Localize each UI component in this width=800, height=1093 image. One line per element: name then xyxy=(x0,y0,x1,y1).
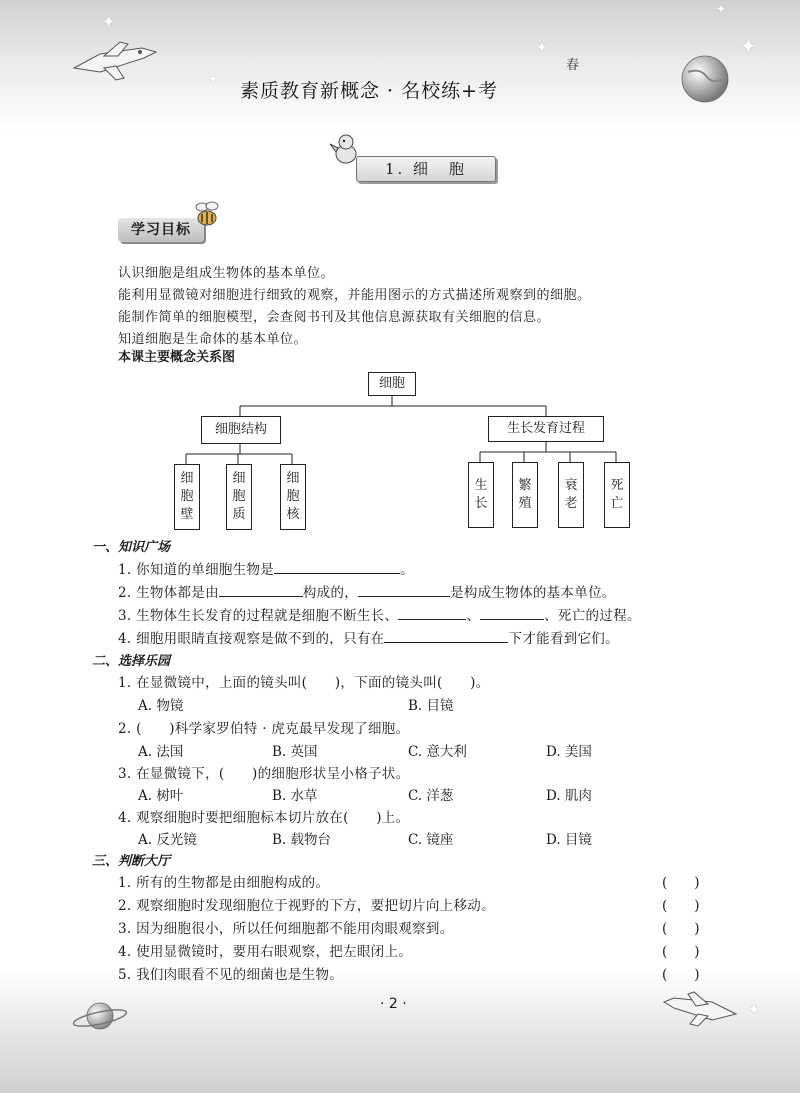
choice-option[interactable]: C. 镜座 xyxy=(408,832,454,848)
fill-question-4: 4. 细胞用眼睛直接观察是做不到的，只有在 下才能看到它们。 xyxy=(118,627,619,647)
page-number: · 2 · xyxy=(380,996,407,1012)
answer-blank[interactable] xyxy=(219,582,303,597)
fill-question-3: 3. 生物体生长发育的过程就是细胞不断生长、 、 、死亡的过程。 xyxy=(118,604,641,624)
judge-statement: 1. 所有的生物都是由细胞构成的。 xyxy=(118,875,330,891)
judge-answer-box[interactable]: ( ) xyxy=(662,944,700,960)
learning-goal: 知道细胞是生命体的基本单位。 xyxy=(118,332,308,347)
season-label: 春 xyxy=(566,58,580,73)
learning-goals-badge: 学习目标 xyxy=(118,218,204,242)
answer-blank[interactable] xyxy=(398,605,466,620)
choice-option[interactable]: B. 水草 xyxy=(272,788,318,804)
ringed-planet-icon xyxy=(72,996,132,1036)
concept-leaf: 细胞壁 xyxy=(174,464,200,530)
section-heading: 二、选择乐园 xyxy=(92,654,171,669)
learning-goal: 能利用显微镜对细胞进行细致的观察，并能用图示的方式描述所观察到的细胞。 xyxy=(118,288,591,303)
choice-option[interactable]: B. 目镜 xyxy=(408,698,454,714)
learning-goal: 认识细胞是组成生物体的基本单位。 xyxy=(118,266,335,281)
concept-leaf: 细胞质 xyxy=(226,464,252,530)
concept-leaf: 衰老 xyxy=(558,462,584,528)
choice-option[interactable]: D. 美国 xyxy=(546,744,592,760)
answer-blank[interactable] xyxy=(384,628,508,643)
judge-answer-box[interactable]: ( ) xyxy=(662,967,700,983)
concept-map-title: 本课主要概念关系图 xyxy=(118,350,236,365)
choice-option[interactable]: D. 肌肉 xyxy=(546,788,592,804)
judge-statement: 2. 观察细胞时发现细胞位于视野的下方，要把切片向上移动。 xyxy=(118,898,495,914)
judge-answer-box[interactable]: ( ) xyxy=(662,875,700,891)
learning-goal: 能制作简单的细胞模型，会查阅书刊及其他信息源获取有关细胞的信息。 xyxy=(118,310,551,325)
concept-growth: 生长发育过程 xyxy=(488,416,604,442)
concept-leaf: 繁殖 xyxy=(512,462,538,528)
star-icon: ✦ xyxy=(536,40,548,56)
choice-option[interactable]: D. 目镜 xyxy=(546,832,592,848)
concept-root: 细胞 xyxy=(368,372,416,396)
choice-option[interactable]: A. 物镜 xyxy=(138,698,184,714)
star-icon: ✦ xyxy=(740,34,757,58)
judge-statement: 3. 因为细胞很小，所以任何细胞都不能用肉眼观察到。 xyxy=(118,921,454,937)
fill-question-2: 2. 生物体都是由 构成的， 是构成生物体的基本单位。 xyxy=(118,581,616,601)
star-icon: ✦ xyxy=(716,2,727,16)
choice-option[interactable]: C. 意大利 xyxy=(408,744,467,760)
star-icon: ✦ xyxy=(102,12,116,31)
choice-question-1: 1. 在显微镜中，上面的镜头叫( )，下面的镜头叫( )。 xyxy=(118,675,490,691)
answer-blank[interactable] xyxy=(358,582,450,597)
choice-option[interactable]: B. 英国 xyxy=(272,744,318,760)
judge-answer-box[interactable]: ( ) xyxy=(662,898,700,914)
series-title: 素质教育新概念 · 名校练+考 xyxy=(240,80,499,102)
concept-leaf: 死亡 xyxy=(604,462,630,528)
judge-statement: 4. 使用显微镜时，要用右眼观察，把左眼闭上。 xyxy=(118,944,413,960)
choice-question-4: 4. 观察细胞时要把细胞标本切片放在( )上。 xyxy=(118,810,410,826)
choice-option[interactable]: C. 洋葱 xyxy=(408,788,454,804)
star-icon: ✦ xyxy=(748,1002,760,1018)
judge-statement: 5. 我们肉眼看不见的细菌也是生物。 xyxy=(118,967,344,983)
answer-blank[interactable] xyxy=(480,605,544,620)
concept-leaf: 生长 xyxy=(468,462,494,528)
space-shuttle-icon xyxy=(660,990,740,1030)
answer-blank[interactable] xyxy=(274,559,400,574)
choice-option[interactable]: A. 树叶 xyxy=(138,788,184,804)
choice-question-2: 2. ( )科学家罗伯特 · 虎克最早发现了细胞。 xyxy=(118,721,410,737)
star-icon: ✦ xyxy=(208,72,219,86)
choice-question-3: 3. 在显微镜下，( )的细胞形状呈小格子状。 xyxy=(118,766,410,782)
section-heading: 一、知识广场 xyxy=(92,540,171,555)
fill-question-1: 1. 你知道的单细胞生物是 。 xyxy=(118,558,414,578)
judge-answer-box[interactable]: ( ) xyxy=(662,921,700,937)
choice-option[interactable]: B. 载物台 xyxy=(272,832,332,848)
choice-option[interactable]: A. 反光镜 xyxy=(138,832,197,848)
concept-leaf: 细胞核 xyxy=(280,464,306,530)
section-heading: 三、判断大厅 xyxy=(92,854,171,869)
choice-option[interactable]: A. 法国 xyxy=(138,744,184,760)
lesson-title: 1. 细 胞 xyxy=(356,156,496,182)
concept-structure: 细胞结构 xyxy=(201,416,281,444)
